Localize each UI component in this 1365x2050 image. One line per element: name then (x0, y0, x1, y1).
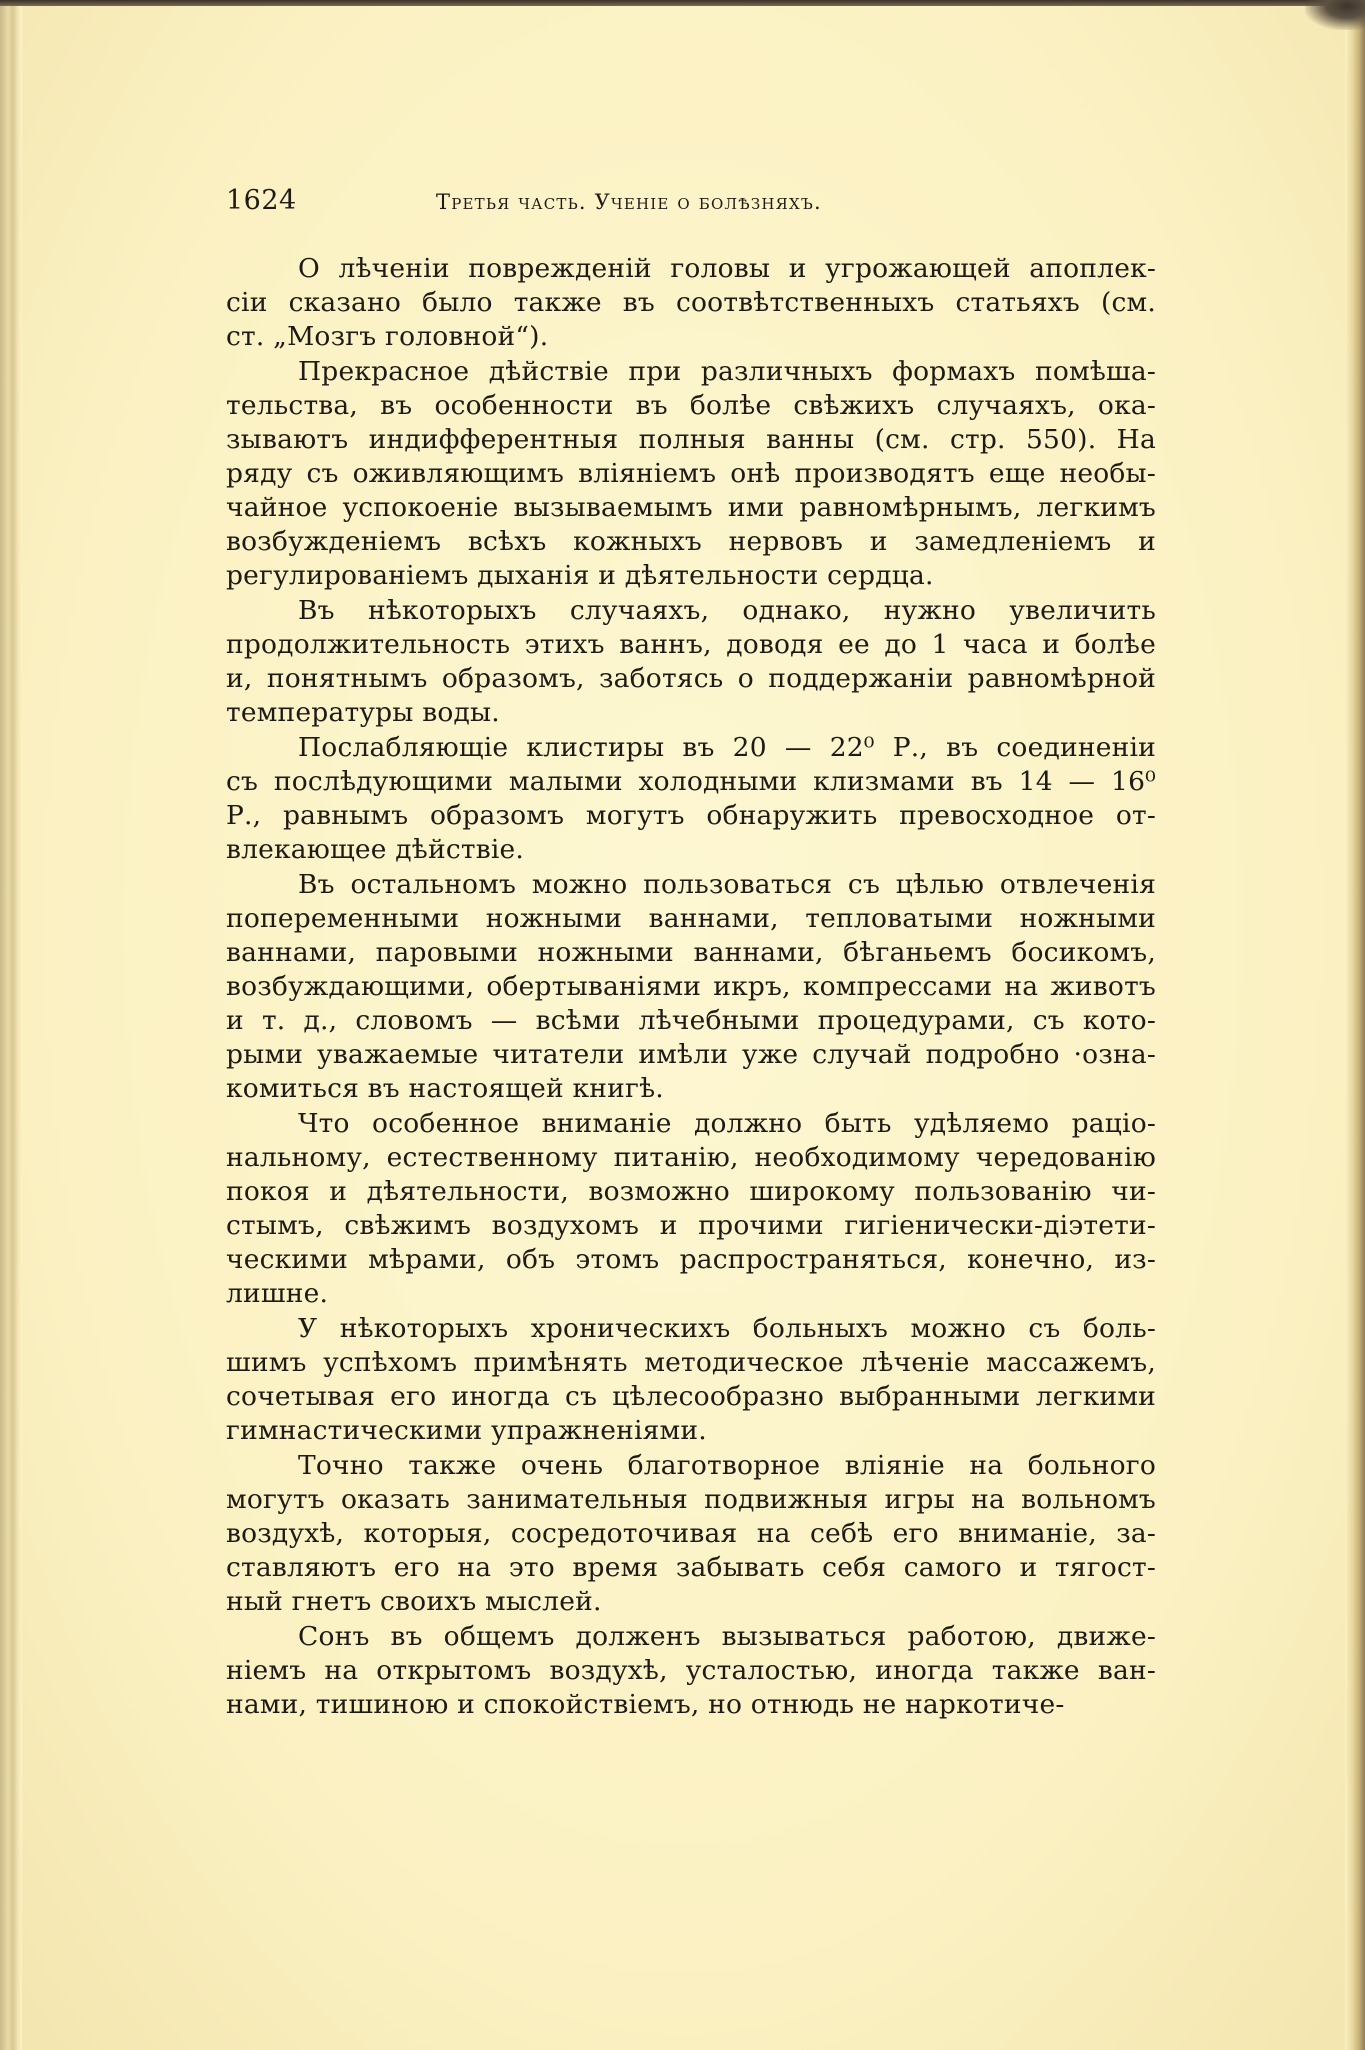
paragraph (226, 594, 1156, 730)
text-line: нами, тишиною и спокойствіемъ, но отнюдь не наркотиче- (226, 1688, 1065, 1720)
text-line: могутъ оказать занимательныя подвижныя игры на вольномъ (226, 1483, 1156, 1515)
text-line: ный гнетъ своихъ мыслей. (226, 1586, 602, 1618)
text-line: Прекрасное дѣйствіе при различныхъ формахъ помѣша- (298, 355, 1156, 387)
text-line: тельства, въ особенности въ болѣе свѣжихъ случаяхъ, ока- (226, 389, 1156, 421)
paragraph (226, 868, 1156, 1107)
paragraph (226, 1107, 1156, 1312)
text-line: Въ нѣкоторыхъ случаяхъ, однако, нужно увеличить (298, 594, 1156, 626)
text-line: воздухѣ, которыя, сосредоточивая на себѣ его вниманіе, за- (226, 1517, 1156, 1549)
text-line: стымъ, свѣжимъ воздухомъ и прочими гигіенически-діэтети- (226, 1210, 1156, 1242)
text-line: нальному, естественному питанію, необходимому чередованію (226, 1141, 1156, 1173)
text-line: возбуждающими, обертываніями икръ, компрессами на животъ (226, 970, 1156, 1002)
text-line: ст. „Мозгъ головной“). (226, 321, 549, 353)
page-number: 1624 (226, 185, 297, 216)
text-line: температуры воды. (226, 697, 500, 729)
text-line: зываютъ индифферентныя полныя ванны (см. стр. 550). На (226, 423, 1156, 455)
text-line: ваннами, паровыми ножными ваннами, бѣганьемъ босикомъ, (226, 936, 1156, 968)
text-line: сіи сказано было также въ соотвѣтственныхъ статьяхъ (см. (226, 287, 1156, 319)
text-line: и т. д., словомъ — всѣми лѣчебными процедурами, съ кото- (226, 1005, 1156, 1037)
text-line: У нѣкоторыхъ хроническихъ больныхъ можно съ боль- (298, 1312, 1156, 1344)
text-line: шимъ успѣхомъ примѣнять методическое лѣченіе массажемъ, (226, 1347, 1156, 1378)
text-line: чайное успокоеніе вызываемымъ ими равномѣрнымъ, легкимъ (226, 492, 1156, 524)
text-line: Р., равнымъ образомъ могутъ обнаружить превосходное от- (226, 800, 1156, 831)
text-line: лишне. (226, 1278, 329, 1310)
text-line: Точно также очень благотворное вліяніе на больного (298, 1449, 1156, 1481)
paragraph (226, 252, 1156, 354)
page-top-edge (0, 0, 1365, 6)
text-line: О лѣченіи поврежденій головы и угрожающей апоплек- (298, 253, 1156, 284)
paragraph (226, 1312, 1156, 1448)
text-line: возбужденіемъ всѣхъ кожныхъ нервовъ и замедленіемъ и (226, 526, 1156, 558)
text-line: комиться въ настоящей книгѣ. (226, 1073, 664, 1105)
running-title: Третья часть. Ученіе о болѣзняхъ. (436, 190, 822, 214)
text-line: влекающее дѣйствіе. (226, 834, 525, 866)
text-line: ряду съ оживляющимъ вліяніемъ онѣ производятъ еще необы- (226, 458, 1156, 490)
text-line: продолжительность этихъ ваннъ, доводя ее до 1 часа и болѣе (226, 629, 1156, 661)
text-line: рыми уважаемые читатели имѣли уже случай подробно ·озна- (226, 1039, 1156, 1071)
text-line: регулированіемъ дыханія и дѣятельности сердца. (226, 560, 934, 592)
text-line: ческими мѣрами, объ этомъ распространяться, конечно, из- (226, 1244, 1156, 1276)
text-line: Сонъ въ общемъ долженъ вызываться работою, движе- (298, 1620, 1156, 1652)
paragraph (226, 1449, 1156, 1619)
text-line: ніемъ на открытомъ воздухѣ, усталостью, иногда также ван- (226, 1654, 1156, 1686)
text-line: попеременными ножными ваннами, тепловатыми ножными (226, 902, 1156, 934)
paragraph (226, 355, 1156, 594)
text-line: Послабляющіе клистиры въ 20 — 22⁰ Р., въ соединеніи (298, 731, 1156, 763)
text-line: сочетывая его иногда съ цѣлесообразно выбранными легкими (226, 1381, 1156, 1413)
corner-stain (1305, 0, 1365, 30)
running-head (226, 185, 1156, 225)
paragraph (226, 1620, 1156, 1722)
text-line: Въ остальномъ можно пользоваться съ цѣлью отвлеченія (298, 868, 1156, 900)
page-right-edge (1345, 6, 1365, 2050)
text-line: и, понятнымъ образомъ, заботясь о поддержаніи равномѣрной (226, 663, 1156, 695)
text-line: Что особенное вниманіе должно быть удѣляемо раціо- (298, 1107, 1156, 1139)
text-line: покоя и дѣятельности, возможно широкому пользованію чи- (226, 1176, 1156, 1208)
text-line: ставляютъ его на это время забывать себя самого и тягост- (226, 1552, 1156, 1584)
body-text (226, 252, 1156, 1723)
page-left-edge (0, 6, 22, 2050)
text-line: гимнастическими упражненіями. (226, 1415, 707, 1447)
text-line: съ послѣдующими малыми холодными клизмами въ 14 — 16⁰ (226, 765, 1156, 797)
paragraph (226, 731, 1156, 867)
